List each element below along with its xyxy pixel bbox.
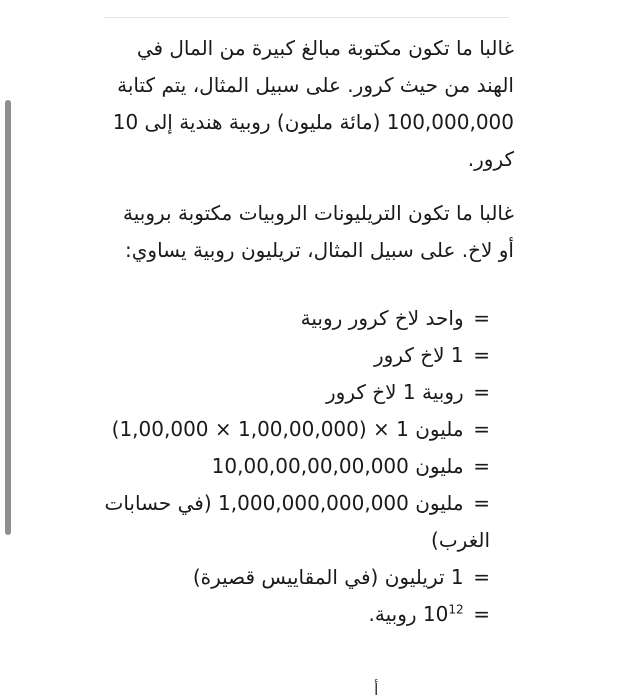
equation-line — [104, 559, 490, 596]
equation-line-power — [104, 596, 490, 633]
top-divider — [104, 17, 509, 18]
paragraph-crore-example: غالبا ما تكون مكتوبة مبالغ كبيرة من المال في الهند من حيث كرور. على سبيل المثال، يتم كتابة 100,000,000 (مائة مليون) روبية هندية إلى 10 كرور. — [112, 36, 514, 171]
equals-sign: = — [473, 454, 490, 478]
power-exponent: 12 — [448, 602, 464, 617]
equals-sign: = — [473, 602, 490, 626]
equation-text: مليون 1,000,000,000,000 (في حسابات الغرب) — [104, 491, 490, 552]
power-suffix: روبية. — [368, 602, 417, 626]
equation-text: مليون 10,00,00,00,00,000 — [211, 454, 464, 478]
power-base: 10 — [422, 602, 449, 626]
article-body — [104, 30, 514, 633]
equals-sign: = — [473, 565, 490, 589]
equals-sign: = — [473, 491, 490, 515]
equation-line — [104, 374, 490, 411]
equation-text: روبية 1 لاخ كرور — [326, 380, 464, 404]
equation-line — [104, 448, 490, 485]
equation-text: واحد لاخ كرور روبية — [300, 306, 464, 330]
equation-text: 1 تريليون (في المقاييس قصيرة) — [192, 565, 464, 589]
equals-sign: = — [473, 380, 490, 404]
equation-line — [104, 300, 490, 337]
paragraph-trillion-intro: غالبا ما تكون التريليونات الروبيات مكتوبة بروبية أو لاخ. على سبيل المثال، تريليون روبية يساوي: — [123, 201, 514, 262]
equation-text: 1 لاخ كرور — [374, 343, 464, 367]
equals-sign: = — [473, 306, 490, 330]
equation-line — [104, 485, 490, 559]
scrollbar-thumb[interactable] — [5, 100, 11, 535]
scrollbar[interactable] — [5, 100, 11, 535]
power-of-ten — [423, 602, 464, 626]
equation-text: مليون 1 × (1,00,00,000 × 1,00,000) — [111, 417, 464, 441]
next-line-fragment: أ — [374, 680, 379, 699]
equation-line — [104, 411, 490, 448]
equation-list — [104, 300, 514, 633]
equals-sign: = — [473, 343, 490, 367]
equation-line — [104, 337, 490, 374]
equals-sign: = — [473, 417, 490, 441]
